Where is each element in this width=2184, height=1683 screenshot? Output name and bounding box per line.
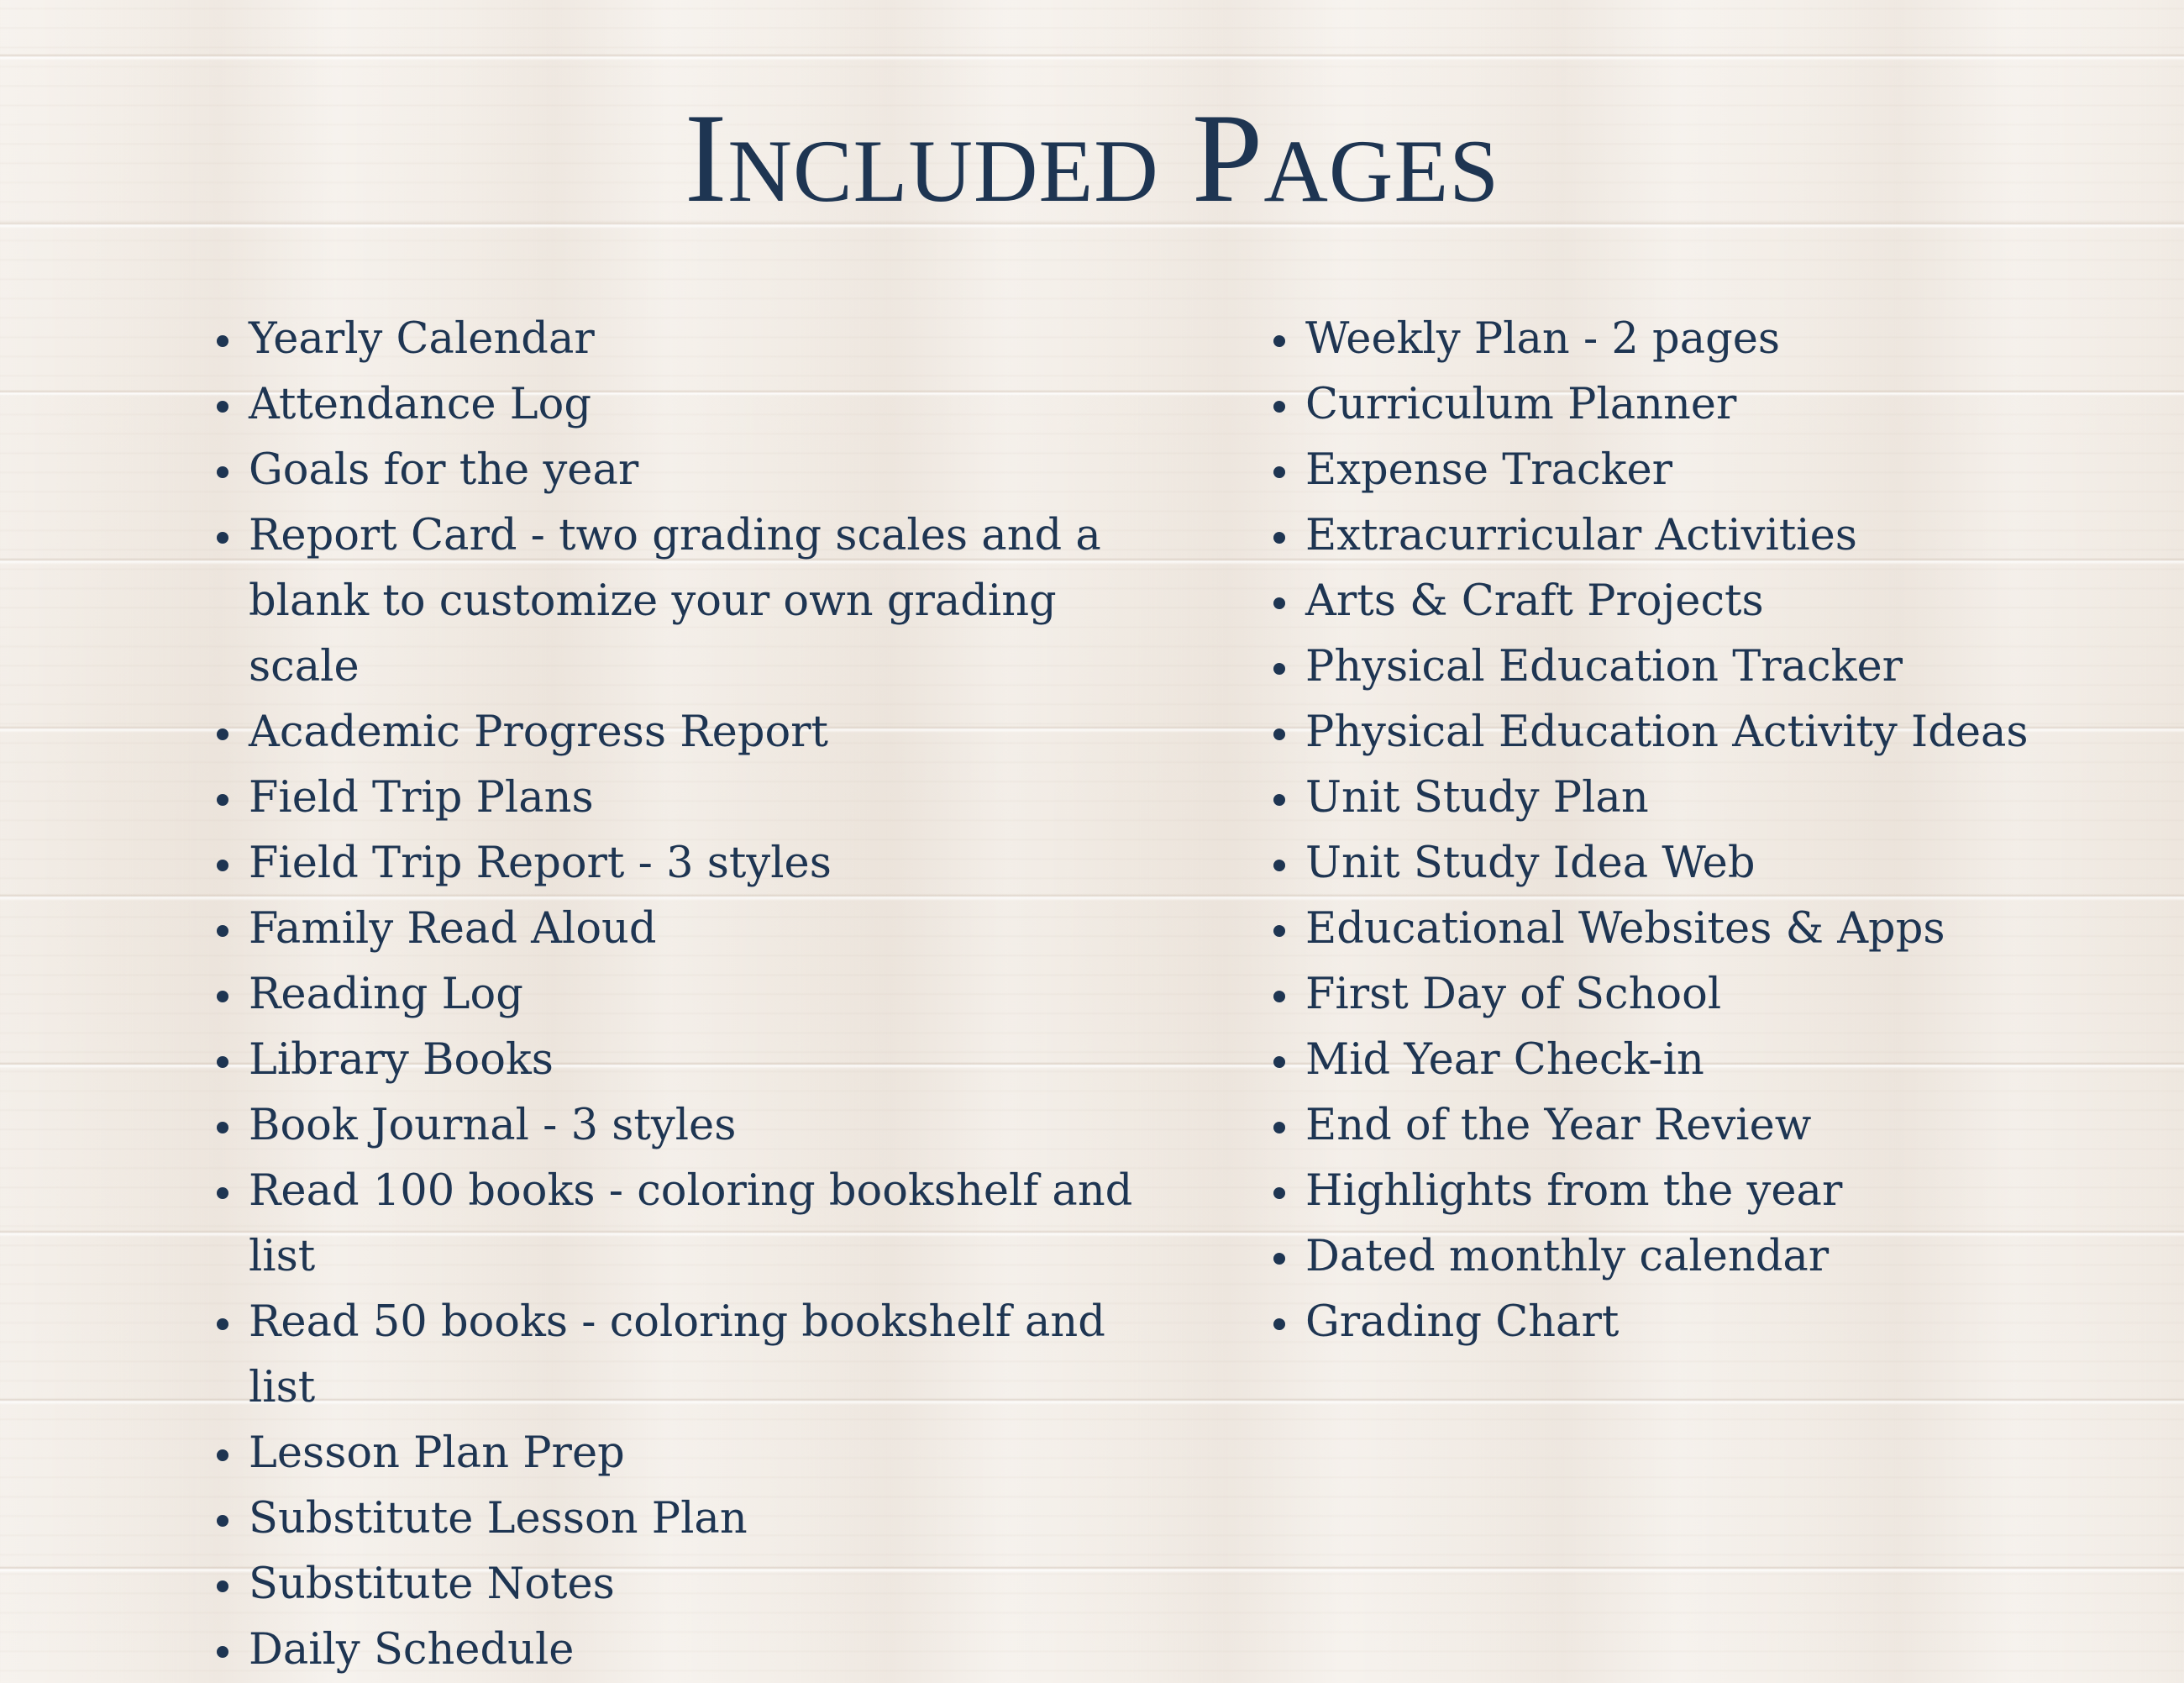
list-item: Physical Education Tracker	[1270, 634, 2127, 700]
list-item: Family Read Aloud	[213, 897, 1179, 962]
right-column-list	[1270, 307, 2127, 1355]
page-title: Included Pages	[684, 87, 1500, 229]
list-item: Extracurricular Activities	[1270, 503, 2127, 569]
list-item: Educational Websites & Apps	[1270, 897, 2127, 962]
list-item: Book Journal - 3 styles	[213, 1093, 1179, 1159]
list-item: Daily Schedule	[213, 1617, 1179, 1683]
list-item: Reading Log	[213, 962, 1179, 1028]
list-item: First Day of School	[1270, 962, 2127, 1028]
list-item: Goals for the year	[213, 438, 1179, 503]
left-column-list	[213, 307, 1179, 1683]
list-item: Curriculum Planner	[1270, 372, 2127, 438]
list-item: Substitute Notes	[213, 1552, 1179, 1617]
list-item: Lesson Plan Prep	[213, 1421, 1179, 1486]
list-item: Physical Education Activity Ideas	[1270, 700, 2127, 765]
list-item: Academic Progress Report	[213, 700, 1179, 765]
list-item: Attendance Log	[213, 372, 1179, 438]
list-item: Yearly Calendar	[213, 307, 1179, 372]
list-item: Read 50 books - coloring bookshelf and list	[213, 1290, 1179, 1421]
list-item: Grading Chart	[1270, 1290, 2127, 1355]
list-item: Substitute Lesson Plan	[213, 1486, 1179, 1552]
list-item: Unit Study Idea Web	[1270, 831, 2127, 897]
list-item: Weekly Plan - 2 pages	[1270, 307, 2127, 372]
list-item: Arts & Craft Projects	[1270, 569, 2127, 634]
list-item: Library Books	[213, 1028, 1179, 1093]
list-item: Highlights from the year	[1270, 1159, 2127, 1224]
list-item: Expense Tracker	[1270, 438, 2127, 503]
list-item: Dated monthly calendar	[1270, 1224, 2127, 1290]
list-item: End of the Year Review	[1270, 1093, 2127, 1159]
list-item: Mid Year Check-in	[1270, 1028, 2127, 1093]
list-item: Field Trip Plans	[213, 765, 1179, 831]
list-item: Field Trip Report - 3 styles	[213, 831, 1179, 897]
list-item: Report Card - two grading scales and a blank to customize your own grading scale	[213, 503, 1179, 700]
list-item: Unit Study Plan	[1270, 765, 2127, 831]
list-item: Read 100 books - coloring bookshelf and list	[213, 1159, 1179, 1290]
